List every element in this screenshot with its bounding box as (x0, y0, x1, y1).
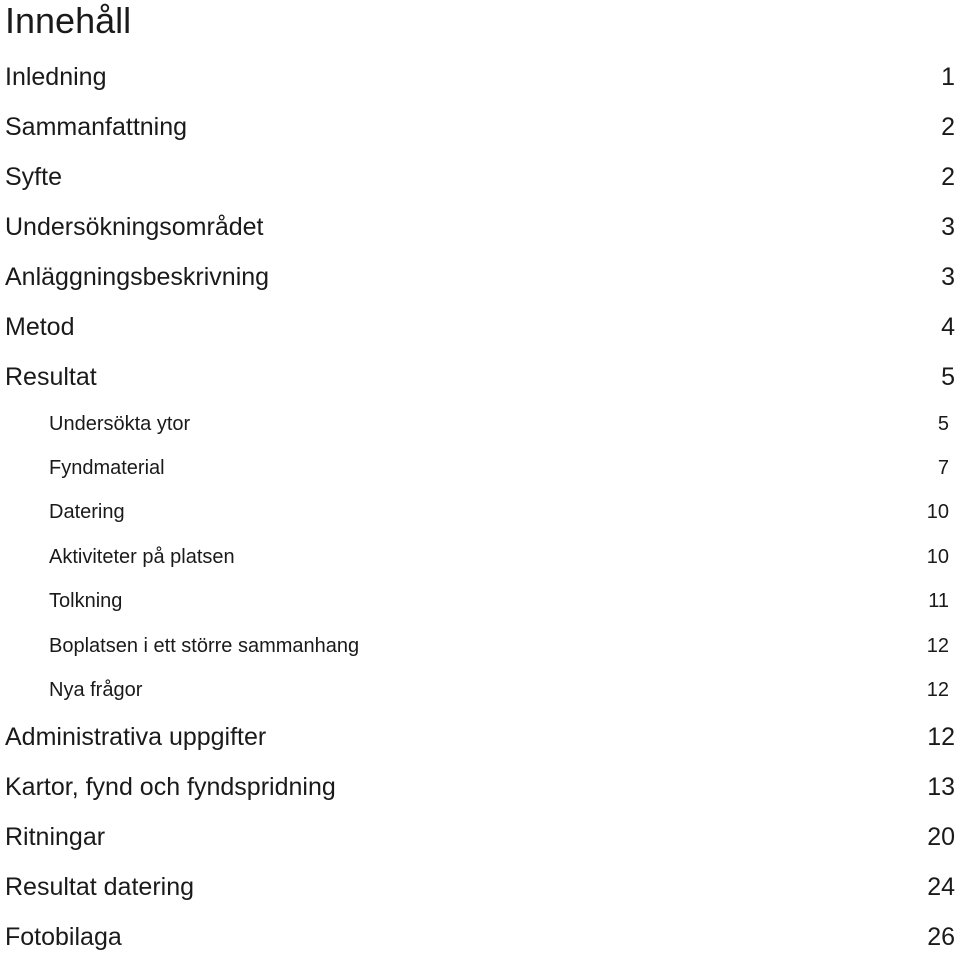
toc-entry[interactable] (0, 102, 960, 152)
toc-subentry[interactable] (0, 491, 960, 535)
toc-subentry[interactable] (0, 668, 960, 712)
toc-entry-page: 1 (941, 62, 955, 91)
toc-entry-label: Ritningar (5, 823, 106, 852)
toc-subentry-label: Nya frågor (49, 679, 143, 702)
toc-subentry-page: 12 (926, 634, 949, 657)
toc-entry[interactable] (0, 52, 960, 102)
toc-subentry[interactable] (0, 624, 960, 668)
toc-entry-page: 3 (941, 262, 955, 291)
toc-subentry[interactable] (0, 402, 960, 446)
toc-subentry-label: Boplatsen i ett större sammanhang (49, 634, 360, 657)
toc-entry-page: 13 (927, 773, 955, 802)
toc-entry-label: Sammanfattning (5, 112, 188, 141)
toc-entry-page: 2 (941, 162, 955, 191)
toc-entry-page: 12 (927, 723, 955, 752)
toc-entry[interactable] (0, 863, 960, 913)
toc-entry[interactable] (0, 913, 960, 963)
toc-entry-label: Administrativa uppgifter (5, 723, 267, 752)
toc-entry-label: Metod (5, 312, 75, 341)
toc-subentry-page: 10 (926, 545, 949, 568)
toc-entry-label: Kartor, fynd och fyndspridning (5, 773, 336, 802)
toc-entry-page: 3 (941, 212, 955, 241)
toc-subentry-page: 10 (926, 501, 949, 524)
toc-entry-page: 24 (927, 873, 955, 902)
toc-entry-label: Undersökningsområdet (5, 212, 264, 241)
table-of-contents (0, 52, 960, 963)
toc-subentry-page: 7 (937, 457, 949, 480)
toc-entry[interactable] (0, 813, 960, 863)
toc-subentry-label: Undersökta ytor (49, 412, 191, 435)
toc-entry-label: Fotobilaga (5, 923, 122, 952)
toc-subentry[interactable] (0, 446, 960, 490)
toc-entry-page: 2 (941, 112, 955, 141)
toc-entry[interactable] (0, 252, 960, 302)
toc-subentry-page: 12 (926, 679, 949, 702)
toc-entry[interactable] (0, 352, 960, 402)
toc-subentry-page: 11 (928, 590, 949, 613)
toc-subentry-label: Datering (49, 501, 125, 524)
toc-subentry[interactable] (0, 535, 960, 579)
page-title: Innehåll (5, 0, 132, 41)
toc-subentry[interactable] (0, 580, 960, 624)
toc-entry-label: Resultat datering (5, 873, 195, 902)
toc-subentry-label: Fyndmaterial (49, 457, 165, 480)
toc-entry-label: Resultat (5, 362, 97, 391)
toc-entry[interactable] (0, 763, 960, 813)
toc-subentry-label: Aktiviteter på platsen (49, 545, 235, 568)
toc-entry-page: 4 (941, 312, 955, 341)
toc-entry[interactable] (0, 713, 960, 763)
toc-entry-label: Inledning (5, 62, 107, 91)
toc-entry-page: 26 (927, 923, 955, 952)
toc-entry-label: Anläggningsbeskrivning (5, 262, 270, 291)
toc-entry-page: 20 (927, 823, 955, 852)
toc-subentry-page: 5 (937, 412, 949, 435)
toc-entry[interactable] (0, 202, 960, 252)
toc-entry[interactable] (0, 302, 960, 352)
toc-entry-label: Syfte (5, 162, 62, 191)
toc-entry-page: 5 (941, 362, 955, 391)
toc-subentry-label: Tolkning (49, 590, 123, 613)
toc-entry[interactable] (0, 152, 960, 202)
